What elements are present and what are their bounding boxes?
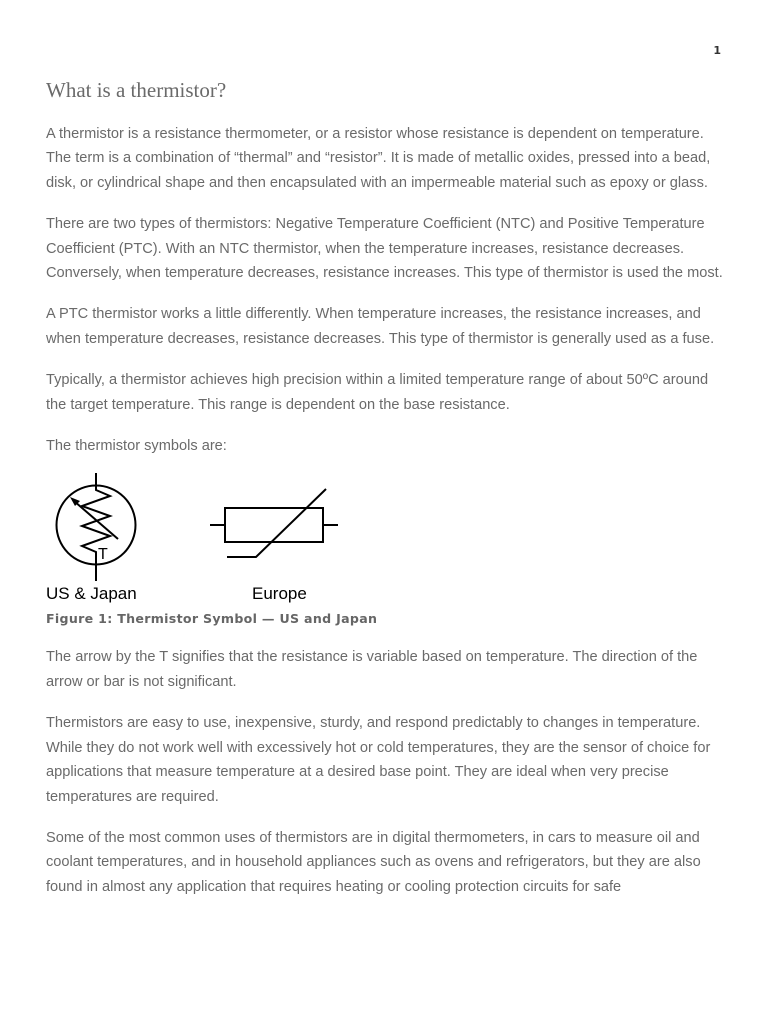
thermistor-symbol-figure	[46, 471, 726, 611]
paragraph-precision: Typically, a thermistor achieves high precision within a limited temperature range of about 50ºC around the target temperature. This range is dependent on the base resistance.	[46, 372, 709, 413]
paragraph-types: There are two types of thermistors: Negative Temperature Coefficient (NTC) and Positive Temperature Coefficient (PTC). With an NTC thermistor, when the temperature increases, resistance decreases. Conversely, when temperature decreases, resistance increases. This type of thermistor is used the most.	[46, 216, 723, 282]
europe-thermistor-symbol	[210, 489, 338, 557]
figure-caption: Figure 1: Thermistor Symbol — US and Japan	[46, 611, 378, 627]
paragraph-symbols-intro: The thermistor symbols are:	[46, 438, 227, 455]
paragraph-ptc: A PTC thermistor works a little differently. When temperature increases, the resistance increases, and when temperature decreases, resistance decreases. This type of thermistor is generally used as a fuse.	[46, 306, 715, 347]
document-body	[46, 78, 726, 916]
paragraph-advantages: Thermistors are easy to use, inexpensive, sturdy, and respond predictably to changes in temperature. While they do not work well with excessively hot or cold temperatures, they are the sensor of choice for applications that measure temperature at a desired base point. They are ideal when very precise temperatures are required.	[46, 715, 711, 805]
paragraph-arrow: The arrow by the T signifies that the resistance is variable based on temperature. The direction of the arrow or bar is not significant.	[46, 649, 698, 690]
us-japan-thermistor-symbol	[57, 473, 136, 581]
thermistor-symbols-illustration	[44, 471, 364, 583]
label-us-japan: US & Japan	[46, 584, 137, 604]
paragraph-uses: Some of the most common uses of thermistors are in digital thermometers, in cars to measure oil and coolant temperatures, and in household appliances such as ovens and refrigerators, but they are also found in almost any application that requires heating or cooling protection circuits for safe	[46, 829, 701, 895]
temperature-letter: T	[98, 546, 108, 564]
label-europe: Europe	[252, 584, 307, 604]
paragraph-definition: A thermistor is a resistance thermometer, or a resistor whose resistance is dependent on temperature. The term is a combination of “thermal” and “resistor”. It is made of metallic oxides, pressed into a bead, disk, or cylindrical shape and then encapsulated with an impermeable material such as epoxy or glass.	[46, 126, 711, 191]
page-number: 1	[713, 44, 721, 57]
page-title: What is a thermistor?	[46, 78, 227, 102]
